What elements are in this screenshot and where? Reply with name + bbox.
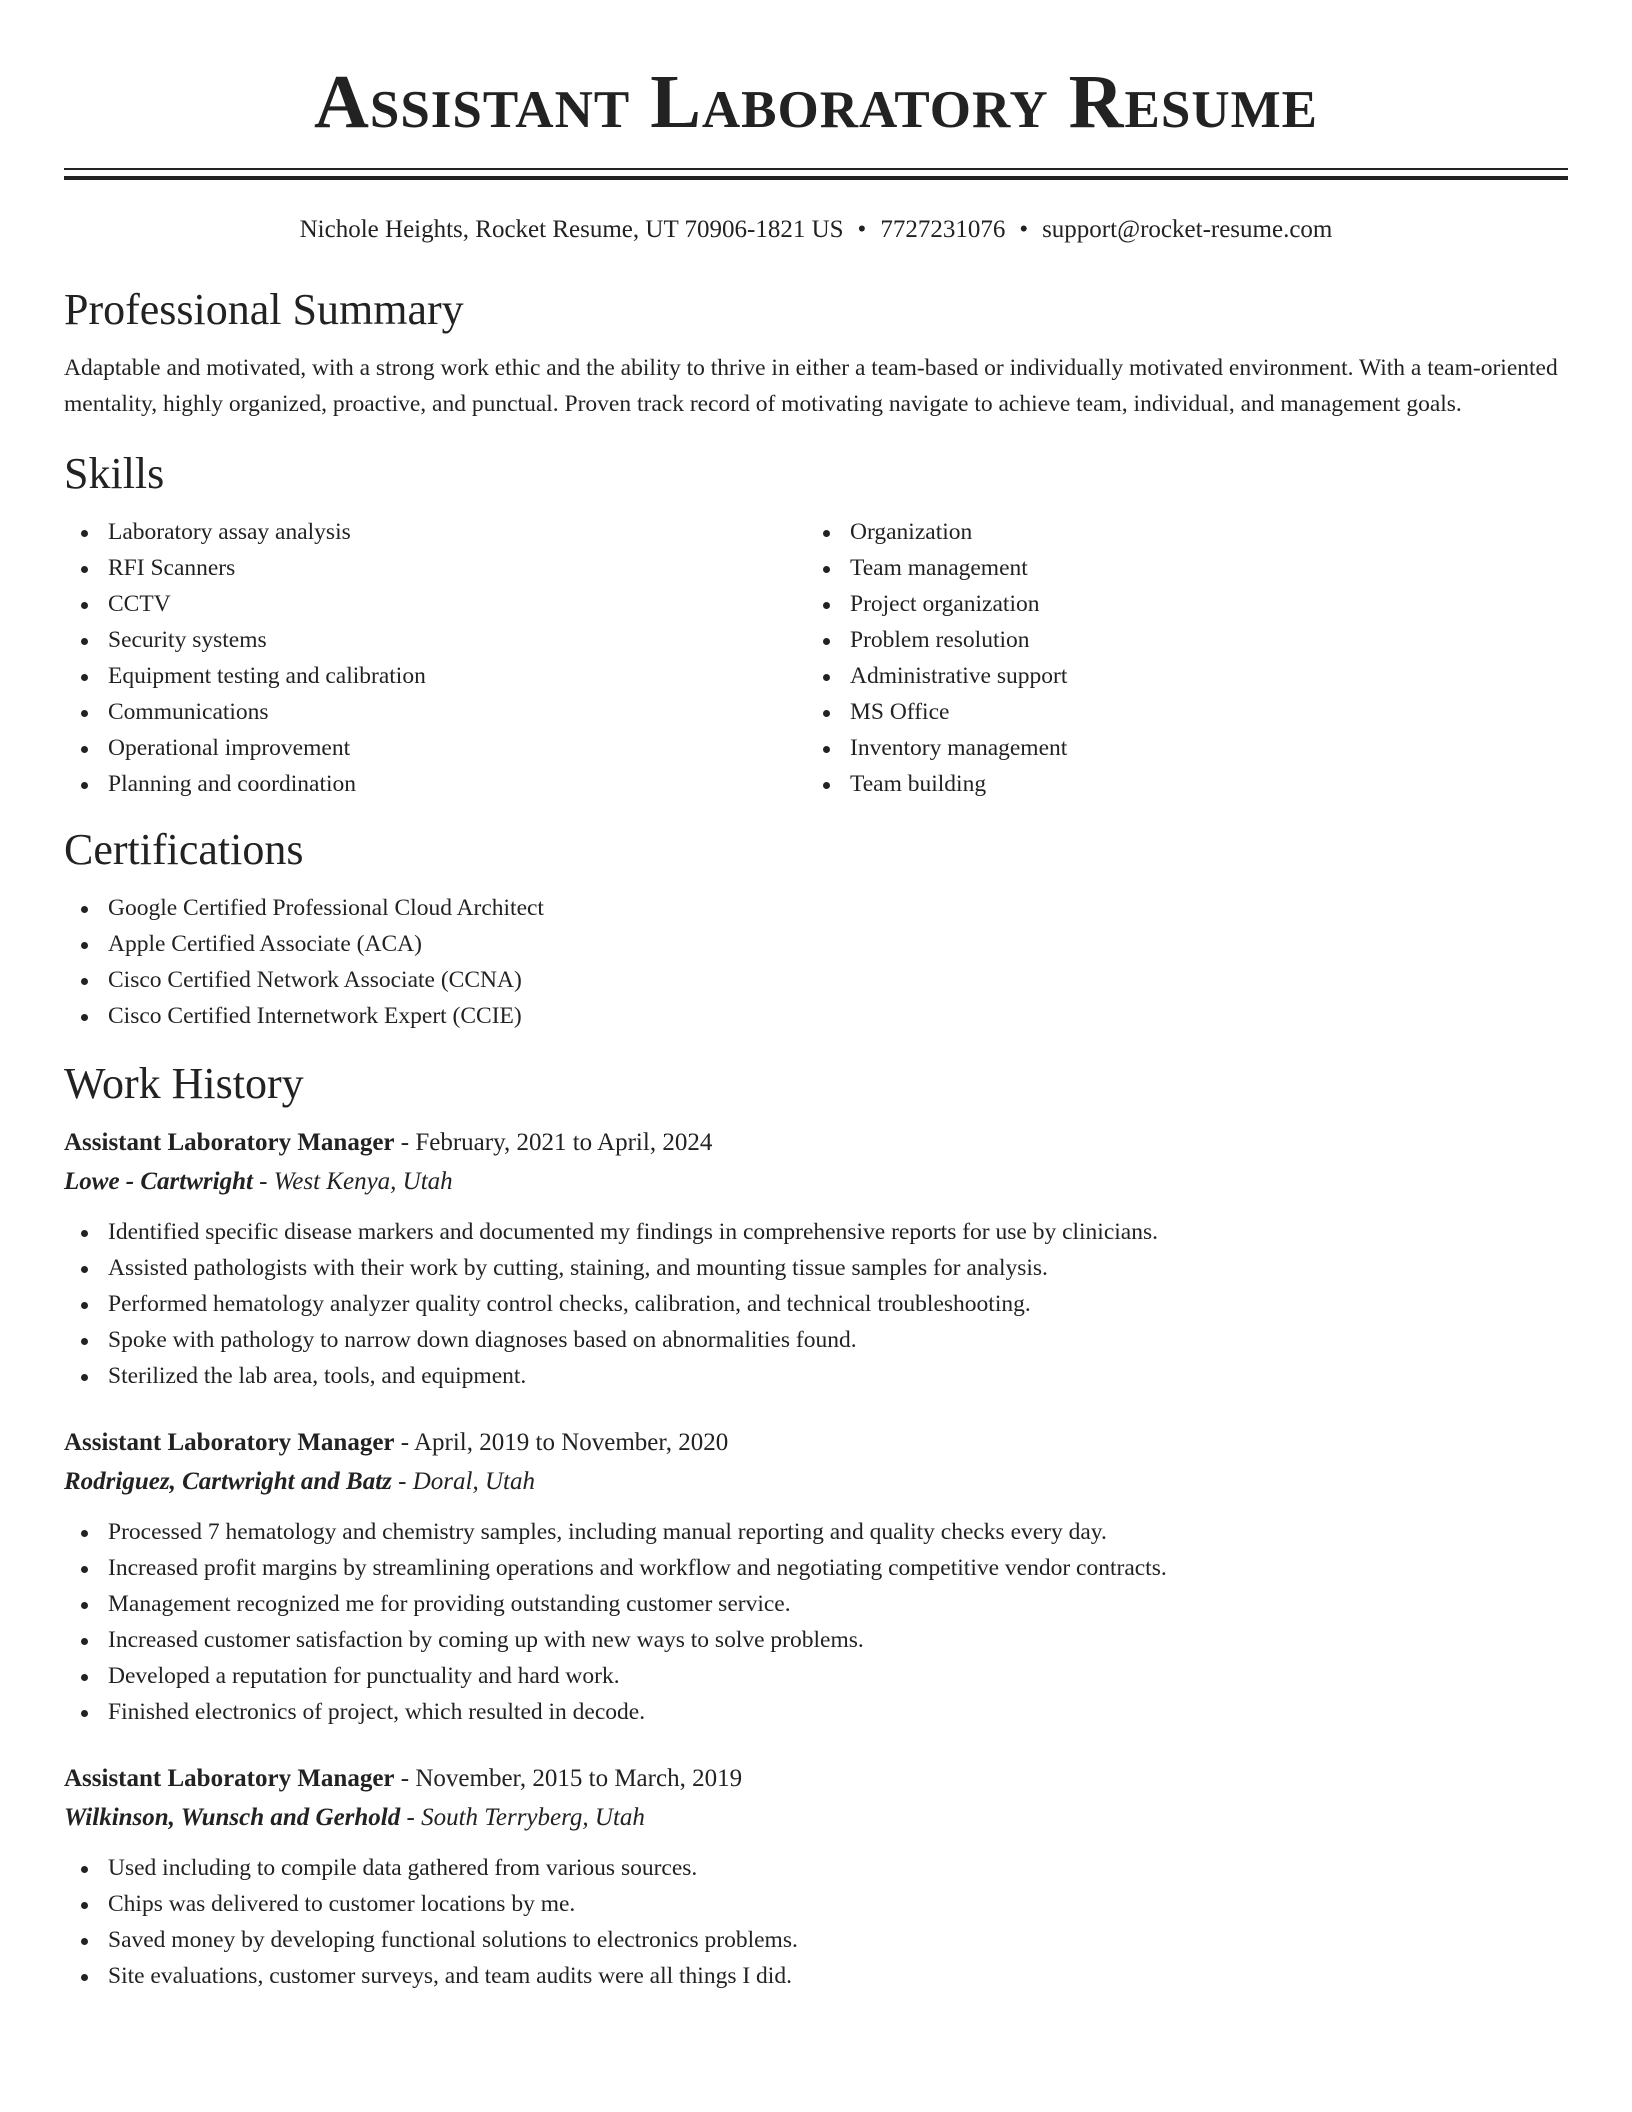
skill-item: Inventory management — [806, 730, 1548, 766]
resume-title: Assistant Laboratory Resume — [313, 60, 1319, 144]
certification-item: Cisco Certified Internetwork Expert (CCIE) — [64, 998, 1568, 1034]
certification-item: Google Certified Professional Cloud Architect — [64, 890, 1568, 926]
skills-columns — [64, 514, 1568, 802]
job-company: Wilkinson, Wunsch and Gerhold — [64, 1804, 401, 1831]
job-title-line — [64, 1124, 1568, 1162]
contact-phone: 7727231076 — [880, 216, 1006, 243]
job-bullet: Spoke with pathology to narrow down diagnoses based on abnormalities found. — [64, 1322, 1568, 1358]
skill-item: Security systems — [64, 622, 806, 658]
job-entry — [64, 1124, 1568, 1394]
summary-text: Adaptable and motivated, with a strong work ethic and the ability to thrive in either a team-based or individually motivated environment. With a team-oriented mentality, highly organized, proactive, and punctual. Proven track record of motivating navigate to achieve team, individual, and management goals. — [64, 355, 1558, 417]
job-bullet: Saved money by developing functional solutions to electronics problems. — [64, 1922, 1568, 1958]
skills-heading: Skills — [64, 449, 165, 498]
skill-item: Operational improvement — [64, 730, 806, 766]
job-bullet: Chips was delivered to customer locations by me. — [64, 1886, 1568, 1922]
skills-left-list — [64, 514, 806, 802]
job-bullets — [64, 1514, 1568, 1730]
skill-item: Laboratory assay analysis — [64, 514, 806, 550]
skill-item: Project organization — [806, 586, 1548, 622]
job-bullets — [64, 1850, 1568, 1994]
certification-item: Cisco Certified Network Associate (CCNA) — [64, 962, 1568, 998]
skill-item: Communications — [64, 694, 806, 730]
certification-item: Apple Certified Associate (ACA) — [64, 926, 1568, 962]
job-bullet: Used including to compile data gathered from various sources. — [64, 1850, 1568, 1886]
job-entry — [64, 1424, 1568, 1730]
job-bullet: Assisted pathologists with their work by cutting, staining, and mounting tissue samples for analysis. — [64, 1250, 1568, 1286]
job-bullets — [64, 1214, 1568, 1394]
job-bullet: Processed 7 hematology and chemistry samples, including manual reporting and quality checks every day. — [64, 1514, 1568, 1550]
job-role: Assistant Laboratory Manager — [64, 1129, 395, 1156]
skills-section — [64, 448, 1568, 802]
work-history-heading: Work History — [64, 1059, 304, 1108]
certifications-section — [64, 824, 1568, 1034]
summary-heading: Professional Summary — [64, 285, 464, 334]
skill-item: CCTV — [64, 586, 806, 622]
job-role: Assistant Laboratory Manager — [64, 1429, 395, 1456]
job-title-line — [64, 1424, 1568, 1462]
job-bullet: Developed a reputation for punctuality and hard work. — [64, 1658, 1568, 1694]
skill-item: Organization — [806, 514, 1548, 550]
skill-item: MS Office — [806, 694, 1548, 730]
job-location: - South Terryberg, Utah — [400, 1804, 645, 1831]
job-bullet: Increased profit margins by streamlining operations and workflow and negotiating competitive vendor contracts. — [64, 1550, 1568, 1586]
job-location: - West Kenya, Utah — [252, 1168, 453, 1195]
skill-item: Team building — [806, 766, 1548, 802]
summary-section — [64, 284, 1568, 422]
job-company-line — [64, 1162, 1568, 1202]
job-bullet: Management recognized me for providing outstanding customer service. — [64, 1586, 1568, 1622]
contact-email: support@rocket-resume.com — [1042, 216, 1333, 243]
resume-page — [64, 0, 1568, 1994]
job-bullet: Sterilized the lab area, tools, and equipment. — [64, 1358, 1568, 1394]
title-divider-thick — [64, 176, 1568, 180]
job-company: Lowe - Cartwright — [64, 1168, 253, 1195]
job-dates: - April, 2019 to November, 2020 — [394, 1429, 729, 1456]
contact-address: Nichole Heights, Rocket Resume, UT 70906-1821 US — [299, 216, 844, 243]
contact-separator: • — [857, 216, 867, 243]
contact-separator: • — [1019, 216, 1029, 243]
job-bullet: Identified specific disease markers and documented my findings in comprehensive reports for use by clinicians. — [64, 1214, 1568, 1250]
job-dates: - November, 2015 to March, 2019 — [394, 1765, 743, 1792]
job-company-line — [64, 1798, 1568, 1838]
skill-item: Team management — [806, 550, 1548, 586]
job-bullet: Site evaluations, customer surveys, and team audits were all things I did. — [64, 1958, 1568, 1994]
job-bullet: Performed hematology analyzer quality control checks, calibration, and technical troubleshooting. — [64, 1286, 1568, 1322]
job-bullet: Increased customer satisfaction by coming up with new ways to solve problems. — [64, 1622, 1568, 1658]
job-company: Rodriguez, Cartwright and Batz — [64, 1468, 392, 1495]
skill-item: Administrative support — [806, 658, 1548, 694]
job-company-line — [64, 1462, 1568, 1502]
certifications-heading: Certifications — [64, 825, 304, 874]
work-history-section — [64, 1058, 1568, 1994]
job-location: - Doral, Utah — [391, 1468, 535, 1495]
skill-item: RFI Scanners — [64, 550, 806, 586]
contact-line — [64, 214, 1568, 246]
job-entry — [64, 1760, 1568, 1994]
job-bullet: Finished electronics of project, which resulted in decode. — [64, 1694, 1568, 1730]
certifications-list — [64, 890, 1568, 1034]
skill-item: Problem resolution — [806, 622, 1548, 658]
job-dates: - February, 2021 to April, 2024 — [394, 1129, 713, 1156]
skill-item: Equipment testing and calibration — [64, 658, 806, 694]
skill-item: Planning and coordination — [64, 766, 806, 802]
job-role: Assistant Laboratory Manager — [64, 1765, 395, 1792]
skills-right-list — [806, 514, 1548, 802]
title-divider-thin — [64, 168, 1568, 170]
job-title-line — [64, 1760, 1568, 1798]
